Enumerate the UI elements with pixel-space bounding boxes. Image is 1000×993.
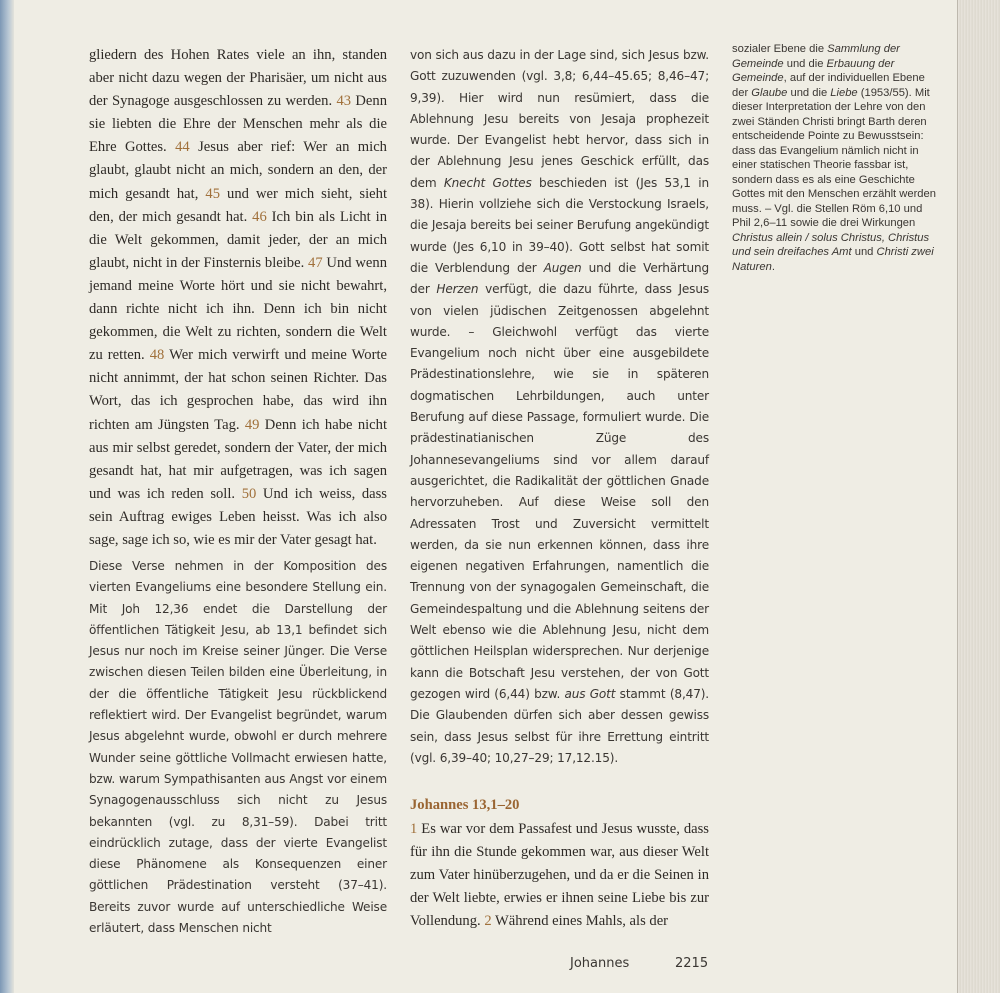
emphasis-term: aus Gott [564,686,616,701]
verse-number: 50 [241,485,257,502]
verse-number: 45 [205,185,220,202]
marginal-note-text: sozialer Ebene die Sammlung der Gemeinde und die Erbauung der Gemeinde, auf der individuellen Ebene der Glaube und die Liebe (1953/55). Mit dieser Interpretation der Lehre von den zwei Ständen Christi bringt Barth deren entscheidende Pointe zu Bewusstsein: dass das Evangelium nämlich nicht in einer statischen Theorie fassbar ist, sondern dass es als eine Geschichte Gottes mit den Menschen erzählt werden muss. – Vgl. die Stellen Röm 6,10 und Phil 2,6–11 sowie die drei Wirkungen Christus allein / solus Christus, Christus und sein dreifaches Amt und Christi zwei Naturen. [732,43,936,273]
bible-text-column-2 [410,818,709,933]
page-edges [957,0,1000,993]
verse-number: 44 [175,139,190,156]
commentary-paragraph: von sich aus dazu in der Lage sind, sich Jesus bzw. Gott zuzuwenden (vgl. 3,8; 6,44–45.65; 8,46–47; 9,39). Hier wird nun resümiert, dass die Ablehnung Jesu bereits von Jesaja prophezeit wurde. Der Evangelist hebt hervor, dass sich in der Ablehnung Jesu jenes Geschick erfüllt, das dem Knecht Gottes beschieden ist (Jes 53,1 in 38). Hierin vollziehe sich die Verstockung Israels, die Jesaja bereits bei seiner Berufung angekündigt wurde (Jes 6,10 in 39–40). Gott selbst hat somit die Verblendung der Augen und die Verhärtung der Herzen verfügt, die dazu führte, dass Jesus von vielen jüdischen Zeitgenossen abgelehnt wurde. – Gleichwohl verfügt das vierte Evangelium noch nicht über eine ausgebildete Prädestinationslehre, wie sie in späteren dogmatischen Lehrbildungen, auch unter Berufung auf diese Passage, formuliert wurde. Die prädestinatianischen Züge des Johannesevangeliums sind vor allem darauf ausgerichtet, die Radikalität der göttlichen Gnade hervorzuheben. Auf diese Weise soll den Adressaten Trost und Zuversicht vermittelt werden, da sie nun erkennen können, dass ihre eigenen negativen Erfahrungen, namentlich die Trennung von der synagogalen Gemeinschaft, die Gemeindespaltung und die Ablehnung seitens der Welt ebenso wie die Ablehnung Jesu, nicht dem göttlichen Heilsplan widersprechen. Nur derjenige kann die Botschaft Jesu verstehen, der von Gott gezogen wird (6,44) bzw. aus Gott stammt (8,47). Die Glaubenden dürfen sich aber dessen gewiss sein, dass Jesus selbst für ihre Errettung eintritt (vgl. 6,39–40; 10,27–29; 17,12.15). [410,48,709,765]
section-block [410,797,709,933]
emphasis-term: Sammlung der Gemeinde [732,43,900,70]
verse-number: 49 [244,416,260,433]
verse-number: 48 [149,347,165,364]
verse-number: 1 [410,821,418,837]
bible-passage: gliedern des Hohen Rates viele an ihn, standen aber nicht dazu wegen der Pharisäer, um nicht aus der Synagoge ausgeschlossen zu werden. 43 Denn sie liebten die Ehre der Menschen mehr als die Ehre Gottes. 44 Jesus aber rief: Wer an mich glaubt, glaubt nicht an mich, sondern an den, der mich gesandt hat, 45 und wer mich sieht, sieht den, der mich gesandt hat. 46 Ich bin als Licht in die Welt gekommen, damit jeder, der an mich glaubt, nicht in der Finsternis bleibe. 47 Und wenn jemand meine Worte hört und sie nicht bewahrt, dann richte nicht ich ihn. Denn ich bin nicht gekommen, die Welt zu richten, sondern die Welt zu retten. 48 Wer mich verwirft und meine Worte nicht annimmt, der hat schon seinen Richter. Das Wort, das ich gesprochen habe, das wird ihn richten am Jüngsten Tag. 49 Denn ich habe nicht aus mir selbst geredet, sondern der Vater, der mich gesandt hat, hat mir aufgetragen, was ich sagen und was ich reden soll. 50 Und ich weiss, dass sein Auftrag ewiges Leben heisst. Was ich also sage, sage ich so, wie es mir der Vater gesagt hat. [89,47,388,548]
emphasis-term: Erbauung der Gemeinde [732,57,895,84]
book-gutter [0,0,14,993]
commentary-column-2 [410,45,709,769]
verse-number: 2 [484,913,492,930]
marginal-note [732,42,944,274]
verse-number: 43 [336,93,352,110]
section-heading: Johannes 13,1–20 [410,797,520,813]
emphasis-term: Liebe [830,86,858,99]
commentary-paragraph: Diese Verse nehmen in der Komposition des vierten Evangeliums eine besondere Stellung ein. Mit Joh 12,36 endet die Darstellung der öffentlichen Tätigkeit Jesu, ab 13,1 befindet sich Jesus nur noch im Kreise seiner Jünger. Die Verse zwischen diesen Teilen bilden eine Überleitung, in der die öffentliche Tätigkeit Jesu rückblickend reflektiert wird. Der Evangelist begründet, warum Jesus abgelehnt wurde, obwohl er durch mehrere Wunder seine göttliche Vollmacht erwiesen hatte, bzw. warum Sympathisanten aus Angst vor einem Synagogenausschluss sich nicht zu Jesus bekannten (vgl. zu 8,31–59). Dabei tritt eindrücklich zutage, dass der vierte Evangelist diese Phänomene als Konsequenzen einer göttlichen Prädestination versteht (37–41). Bereits zuvor wurde auf unterschiedliche Weise erläutert, dass Menschen nicht [89,559,387,936]
emphasis-term: Glaube [751,86,788,99]
emphasis-term: Christi zwei Naturen [732,246,934,273]
verse-number: 47 [308,254,323,271]
bible-text-column-1 [89,44,387,552]
emphasis-term: Christus allein / solus Christus, Christus und sein dreifaches Amt [732,231,930,258]
page-number: 2215 [675,956,709,971]
commentary-column-1 [89,556,387,939]
emphasis-term: Herzen [436,282,479,297]
bible-passage: 1 Es war vor dem Passafest und Jesus wusste, dass für ihn die Stunde gekommen war, aus dieser Welt zum Vater hinüberzugehen, und da er die Seinen in der Welt liebte, erwies er ihnen seine Liebe bis zur Vollendung. 2 Während eines Mahls, als der [410,821,709,930]
running-title: Johannes [570,956,630,971]
verse-number: 46 [252,208,267,225]
emphasis-term: Augen [543,260,582,275]
emphasis-term: Knecht Gottes [443,175,532,190]
